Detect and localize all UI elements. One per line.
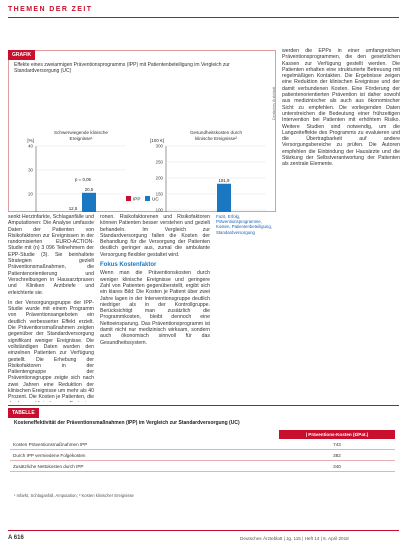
chart-tick-label: 300 (155, 143, 163, 149)
chart-title-line: klinische Ereignisse² (195, 136, 237, 141)
chart-title-line: Schwerwiegende klinische (54, 130, 108, 135)
figure-charts (8, 50, 276, 212)
chart-annotation: p = 0,05 (75, 176, 91, 182)
chart-events (27, 130, 126, 212)
chart-tick-label: 30 (28, 167, 33, 173)
chart-title-line: Ereignisse¹ (69, 136, 93, 141)
table-rule (8, 405, 399, 406)
column-left-bottom: In der Versorgungsgruppe der IPP-Studie wurde mit einem Programm von Präventionsangeboten ein deutlich verbesserter Effekt erzielt. Die Präventionsmaßnahmen zeigten gegenüber der Standardversorgung signifikant weniger Ereignisse. Die vollständigen Daten wurden den einzelnen Patienten zur Verfügung gestellt. Die Erhebung der Risikofaktoren in der Patientengruppe der Präventionsgruppe zeigte sich nach zwei Jahren eine Reduktion der klinischen Ereignisse um mehr als 40 Prozent. Die Kosten je Patienten, die (8, 299, 94, 401)
table-cell-label: Durch IPP vermiedene Folgekosten (10, 450, 279, 461)
legend-label-uc: UC (152, 196, 159, 202)
chart-legend (126, 196, 159, 202)
chart-data-label: 181,9 (218, 177, 230, 183)
legend-swatch-uc (145, 196, 150, 201)
table-label: TABELLE (8, 408, 39, 418)
chart-data-label: 12,5 (68, 206, 78, 211)
legend-swatch-ipp (126, 196, 131, 201)
table-row (10, 439, 395, 450)
page-number: A 616 (8, 535, 24, 541)
figure-caption: Effekte eines zweiarmigen Präventionsprogramms (IPP) mit Patientenbeteiligung im Vergleich zur Standardversorgung (UC) (14, 62, 230, 75)
table-row (10, 450, 395, 461)
chart-tick-label: 150 (155, 191, 163, 197)
chart-y-label: [%] (27, 138, 34, 143)
table-cell-value: 340 (279, 461, 395, 472)
keyword-box: Fazit, Erfolg, Präventionsprogramme, Kosten, Patientenbeteiligung, Standardversorgung (216, 214, 272, 235)
table-header-cost: | Präventions-Kosten (€/Pat.) (279, 430, 395, 439)
section-header: THEMEN DER ZEIT (8, 6, 93, 13)
chart-bar-uc (217, 184, 231, 212)
chart-tick-label: 20 (28, 191, 33, 197)
table-note: ¹ Infarkt, Schlaganfall, Amputation; ² Kosten klinischer Ereignisse (14, 493, 134, 498)
column-left (8, 214, 94, 402)
table-cell-value: 743 (279, 439, 395, 450)
chart-costs (150, 130, 266, 212)
table-cell-label: Zusätzliche Nettokosten durch IPP (10, 461, 279, 472)
column-middle (100, 214, 210, 402)
column-middle-text: ronen. Risikofaktorenen und Risikofaktoren können Patienten besser verstehen und gezielt behandeln. Im Vergleich zur Standardversorgung fallen die Kosten der Behandlung für die Versorgung der Patienten deutlich geringer aus, zumal die ambulante Versorgung flexibler gestaltet wird. (100, 214, 210, 258)
chart-tick-label: 250 (155, 159, 163, 165)
header-rule (8, 17, 399, 18)
chart-y-label: [100 €] (149, 138, 164, 143)
column-middle-heading: Fokus Kostenfaktor (100, 262, 157, 269)
column-left-top: senkt Herzinfarkte, Schlaganfälle und Amputationen: Die Analyse umfasste Daten der Patienten von Risikofaktoren zur Ereignissen in der randomisierten EURO-ACTION-Studie mit (n) 3 096 Teilnehmern der EPP-Studie (3). Sie beinhaltete Strategien gezielt Präventionsmaßnahmen, die Patientenorientierung und Verschreibungen in Hausarztpraxen und Kliniken Arztbriefe und erleichterte sie. (8, 214, 94, 296)
chart-tick-label: 100 (155, 207, 163, 212)
chart-tick-label: 40 (28, 143, 33, 149)
figure-label: GRAFIK (8, 50, 35, 60)
chart-title-line: Gesundheitskosten durch (189, 130, 243, 135)
column-middle-body: Wenn man die Präventionskosten durch weniger klinische Ereignisse und geringere Zahl von Patienten gegenüberstellt, ergibt sich ein klares Bild: Die Kosten je Patient über zwei Jahre lagen in der Interventionsgruppe deutlich niedriger als in der Kontrollgruppe. Berücksichtigt man zusätzlich die Programmkosten, bleibt dennoch eine Nettoeinsparung. Das Präventionsprogramm ist damit nicht nur medizinisch wirksam, sondern auch ökonomisch sinnvoll für das Gesundheitssystem. (100, 270, 210, 346)
table-cell-value: 382 (279, 450, 395, 461)
cost-table (10, 430, 395, 472)
figure-side-note: Deutsches Ärzteblatt (272, 86, 276, 120)
journal-source: Deutsches Ärzteblatt | Jg. 115 | Heft 14 | 6. April 2018 (240, 536, 349, 541)
column-right (282, 48, 400, 400)
table-cell-label: Kosten Präventionsmaßnahmen IPP (10, 439, 279, 450)
table-header-row (10, 430, 395, 439)
column-right-text: werden die EPPs in einer umfangreichen Präventionsprogrammen, die den gesetzlichen Kassen zur Verfügung gestellt werden. Die Patienten erhalten eine strukturierte Betreuung mit regelmäßigen Kontakten. Die Ergebnisse zeigen eine Reduktion der klinischen Ereignisse und der damit verbundenen Kosten. Eine Förderung der patientenorientierten Prävention ist daher sowohl aus medizinischer als auch aus ökonomischer Sicht zu empfehlen. Die vorliegenden Daten unterstreichen die Bedeutung einer frühzeitigen Intervention bei Patienten mit erhöhtem Risiko. Weitere Studien sind notwendig, um die Langzeiteffekte des Programms zu evaluieren und die Übertragbarkeit auf andere Versorgungsbereiche zu prüfen. Die Autoren empfehlen die Einbindung der Hausärzte und die Stärkung der Selbstverantwortung der Patienten als zentrale Elemente. (282, 48, 400, 168)
chart-bar-uc (82, 193, 96, 212)
chart-data-label: 20,5 (84, 186, 94, 192)
table-header-blank (10, 430, 279, 439)
chart-tick-label: 200 (155, 175, 163, 181)
table-caption: Kosteneffektivität der Präventionsmaßnahmen (IPP) im Vergleich zur Standardversorgung (UC) (14, 420, 240, 426)
table-row (10, 461, 395, 472)
footer-rule (8, 530, 399, 531)
legend-label-ipp: IPP (133, 196, 141, 202)
